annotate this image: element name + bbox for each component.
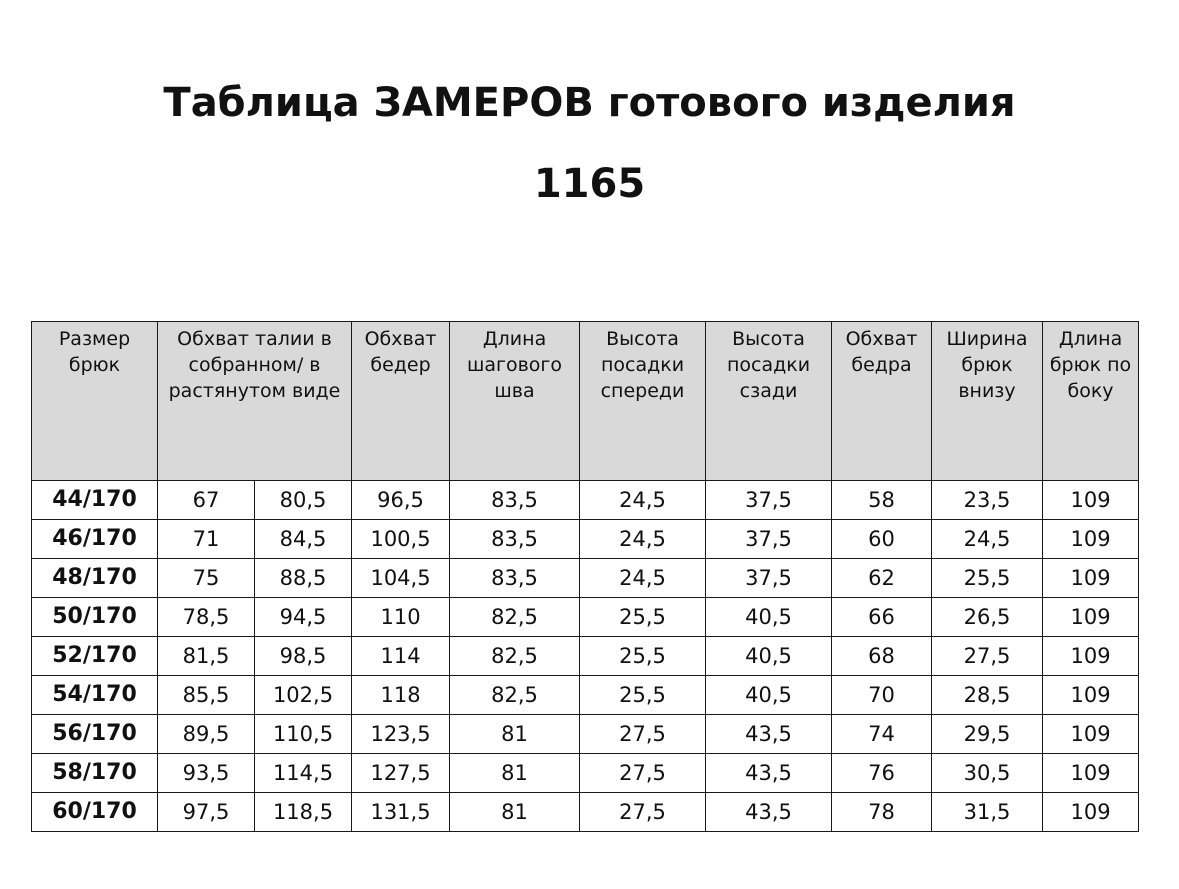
table-row	[32, 520, 1139, 559]
cell-size: 54/170	[32, 676, 158, 715]
cell-waist-relaxed: 78,5	[158, 598, 255, 637]
table-row	[32, 481, 1139, 520]
cell-front-rise: 25,5	[580, 598, 706, 637]
cell-waist-relaxed: 81,5	[158, 637, 255, 676]
table-row	[32, 559, 1139, 598]
cell-front-rise: 24,5	[580, 520, 706, 559]
cell-waist-relaxed: 67	[158, 481, 255, 520]
cell-side-length: 109	[1043, 676, 1139, 715]
cell-waist-stretched: 110,5	[255, 715, 352, 754]
cell-back-rise: 43,5	[706, 754, 832, 793]
header-size: Размер брюк	[32, 322, 158, 481]
cell-waist-relaxed: 75	[158, 559, 255, 598]
cell-thigh: 62	[832, 559, 932, 598]
cell-waist-stretched: 118,5	[255, 793, 352, 832]
cell-hem-width: 24,5	[932, 520, 1043, 559]
cell-inseam: 81	[450, 715, 580, 754]
cell-thigh: 74	[832, 715, 932, 754]
cell-front-rise: 24,5	[580, 481, 706, 520]
cell-hips: 104,5	[352, 559, 450, 598]
cell-hips: 96,5	[352, 481, 450, 520]
header-side-length: Длина брюк по боку	[1043, 322, 1139, 481]
table-header-row	[32, 322, 1139, 481]
cell-back-rise: 43,5	[706, 793, 832, 832]
table-row	[32, 715, 1139, 754]
cell-thigh: 66	[832, 598, 932, 637]
cell-size: 50/170	[32, 598, 158, 637]
cell-waist-stretched: 94,5	[255, 598, 352, 637]
cell-size: 56/170	[32, 715, 158, 754]
table-body	[32, 481, 1139, 832]
cell-hips: 114	[352, 637, 450, 676]
cell-hem-width: 30,5	[932, 754, 1043, 793]
cell-side-length: 109	[1043, 637, 1139, 676]
cell-back-rise: 37,5	[706, 559, 832, 598]
cell-hem-width: 26,5	[932, 598, 1043, 637]
table-row	[32, 637, 1139, 676]
cell-hips: 127,5	[352, 754, 450, 793]
cell-back-rise: 40,5	[706, 598, 832, 637]
cell-hips: 110	[352, 598, 450, 637]
cell-thigh: 58	[832, 481, 932, 520]
cell-size: 60/170	[32, 793, 158, 832]
cell-front-rise: 27,5	[580, 793, 706, 832]
cell-size: 44/170	[32, 481, 158, 520]
cell-waist-relaxed: 97,5	[158, 793, 255, 832]
cell-back-rise: 37,5	[706, 481, 832, 520]
page-title: Таблица ЗАМЕРОВ готового изделия	[163, 80, 1016, 126]
cell-hips: 123,5	[352, 715, 450, 754]
cell-hem-width: 28,5	[932, 676, 1043, 715]
cell-hips: 118	[352, 676, 450, 715]
cell-hem-width: 25,5	[932, 559, 1043, 598]
table-row	[32, 598, 1139, 637]
cell-waist-stretched: 84,5	[255, 520, 352, 559]
cell-inseam: 83,5	[450, 481, 580, 520]
table-row	[32, 754, 1139, 793]
measurements-table	[31, 321, 1139, 832]
cell-side-length: 109	[1043, 793, 1139, 832]
cell-waist-relaxed: 93,5	[158, 754, 255, 793]
cell-back-rise: 40,5	[706, 676, 832, 715]
cell-hips: 131,5	[352, 793, 450, 832]
cell-inseam: 83,5	[450, 520, 580, 559]
cell-size: 58/170	[32, 754, 158, 793]
cell-back-rise: 37,5	[706, 520, 832, 559]
cell-thigh: 76	[832, 754, 932, 793]
cell-waist-stretched: 114,5	[255, 754, 352, 793]
cell-waist-relaxed: 89,5	[158, 715, 255, 754]
cell-hem-width: 29,5	[932, 715, 1043, 754]
cell-waist-relaxed: 71	[158, 520, 255, 559]
article-number: 1165	[533, 161, 646, 207]
cell-waist-stretched: 98,5	[255, 637, 352, 676]
cell-back-rise: 43,5	[706, 715, 832, 754]
cell-inseam: 82,5	[450, 676, 580, 715]
header-hem-width: Ширина брюк внизу	[932, 322, 1043, 481]
cell-thigh: 60	[832, 520, 932, 559]
cell-inseam: 83,5	[450, 559, 580, 598]
header-hips: Обхват бедер	[352, 322, 450, 481]
cell-thigh: 68	[832, 637, 932, 676]
cell-waist-stretched: 80,5	[255, 481, 352, 520]
cell-side-length: 109	[1043, 481, 1139, 520]
header-back-rise: Высота посадки сзади	[706, 322, 832, 481]
cell-hem-width: 23,5	[932, 481, 1043, 520]
cell-inseam: 82,5	[450, 598, 580, 637]
cell-hem-width: 27,5	[932, 637, 1043, 676]
cell-side-length: 109	[1043, 598, 1139, 637]
header-inseam: Длина шагового шва	[450, 322, 580, 481]
header-thigh: Обхват бедра	[832, 322, 932, 481]
table-row	[32, 676, 1139, 715]
cell-size: 48/170	[32, 559, 158, 598]
cell-front-rise: 25,5	[580, 676, 706, 715]
cell-thigh: 78	[832, 793, 932, 832]
cell-side-length: 109	[1043, 715, 1139, 754]
cell-inseam: 81	[450, 793, 580, 832]
cell-front-rise: 25,5	[580, 637, 706, 676]
cell-hips: 100,5	[352, 520, 450, 559]
cell-back-rise: 40,5	[706, 637, 832, 676]
cell-hem-width: 31,5	[932, 793, 1043, 832]
cell-inseam: 81	[450, 754, 580, 793]
cell-waist-stretched: 88,5	[255, 559, 352, 598]
cell-inseam: 82,5	[450, 637, 580, 676]
cell-side-length: 109	[1043, 559, 1139, 598]
header-waist: Обхват талии в собранном/ в растянутом виде	[158, 322, 352, 481]
header-front-rise: Высота посадки спереди	[580, 322, 706, 481]
cell-front-rise: 27,5	[580, 715, 706, 754]
cell-thigh: 70	[832, 676, 932, 715]
table-row	[32, 793, 1139, 832]
cell-size: 46/170	[32, 520, 158, 559]
cell-side-length: 109	[1043, 520, 1139, 559]
cell-waist-relaxed: 85,5	[158, 676, 255, 715]
cell-waist-stretched: 102,5	[255, 676, 352, 715]
cell-front-rise: 27,5	[580, 754, 706, 793]
cell-side-length: 109	[1043, 754, 1139, 793]
cell-front-rise: 24,5	[580, 559, 706, 598]
cell-size: 52/170	[32, 637, 158, 676]
